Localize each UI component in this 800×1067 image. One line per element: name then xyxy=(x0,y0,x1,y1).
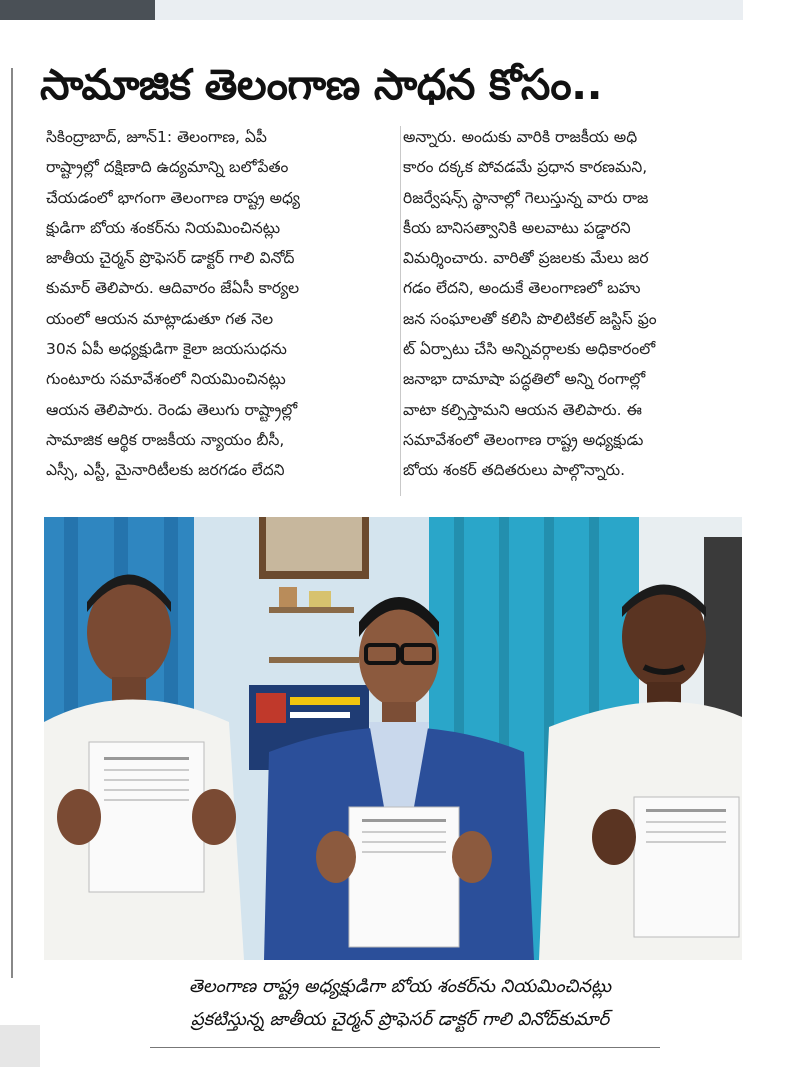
article-column-right xyxy=(403,122,748,506)
article-line: రాష్ట్రాల్లో దక్షిణాది ఉద్యమాన్ని బలోపేతం xyxy=(46,158,289,177)
article-line: జన సంఘాలతో కలిసి పొలిటికల్ జస్టిస్ ఫ్రం xyxy=(403,309,657,328)
article-line: విమర్శించారు. వారితో ప్రజలకు మేలు జర xyxy=(403,249,649,268)
top-bar-light xyxy=(155,0,743,20)
caption-line-2: ప్రకటిస్తున్న జాతీయ చైర్మన్ ప్రొఫెసర్ డాక్టర్ గాలి వినోద్‌కుమార్ xyxy=(190,1009,610,1030)
article-line: చేయడంలో భాగంగా తెలంగాణ రాష్ట్ర అధ్య xyxy=(46,188,300,207)
caption-underline xyxy=(150,1047,660,1048)
article-line: అన్నారు. అందుకు వారికి రాజకీయ అధి xyxy=(403,128,638,146)
left-margin-rule xyxy=(11,68,13,978)
caption-line-1: తెలంగాణ రాష్ట్ర అధ్యక్షుడిగా బోయ శంకర్‌ను నియమించినట్లు xyxy=(188,976,612,997)
article-line: 30న ఏపీ అధ్యక్షుడిగా కైలా జయసుధను xyxy=(46,340,287,359)
article-line: క్షుడిగా బోయ శంకర్‌ను నియమించినట్లు xyxy=(46,218,281,237)
news-photo-illustration xyxy=(44,517,742,960)
article-line: సామాజిక ఆర్థిక రాజకీయ న్యాయం బీసీ, xyxy=(46,430,285,449)
article-line: యంలో ఆయన మాట్లాడుతూ గత నెల xyxy=(46,309,274,328)
article-line: సమావేశంలో తెలంగాణ రాష్ట్ర అధ్యక్షుడు xyxy=(403,430,644,449)
article-line: కారం దక్కక పోవడమే ప్రధాన కారణమని, xyxy=(403,158,648,177)
headline: సామాజిక తెలంగాణ సాధన కోసం.. xyxy=(40,60,603,109)
article-line: రిజర్వేషన్స్ స్థానాల్లో గెలుస్తున్న వారు రాజ xyxy=(403,188,649,207)
corner-block xyxy=(0,1025,40,1067)
article-line: ఆయన తెలిపారు. రెండు తెలుగు రాష్ట్రాల్లో xyxy=(46,400,298,419)
article-line: ట్ ఏర్పాటు చేసి అన్నివర్గాలకు అధికారంలో xyxy=(403,340,656,359)
article-line: గుంటూరు సమావేశంలో నియమించినట్లు xyxy=(46,370,286,389)
article-line: జనాభా దామాషా పద్ధతిలో అన్ని రంగాల్లో xyxy=(403,370,646,389)
article-column-left xyxy=(46,122,396,506)
article-line: కుమార్ తెలిపారు. ఆదివారం జేఏసీ కార్యల xyxy=(46,279,300,298)
photo-caption xyxy=(60,970,740,1036)
top-bar-dark xyxy=(0,0,155,20)
column-divider xyxy=(400,126,401,496)
article-line: జాతీయ చైర్మన్ ప్రొఫెసర్ డాక్టర్ గాలి వినోద్ xyxy=(46,249,295,268)
article-line: సికింద్రాబాద్, జూన్1: తెలంగాణ, ఏపీ xyxy=(46,128,267,146)
article-line: కీయ బానిసత్వానికి అలవాటు పడ్డారని xyxy=(403,218,631,237)
article-line: ఎస్సీ, ఎస్టీ, మైనారిటీలకు జరగడం లేదని xyxy=(46,461,285,480)
news-photo xyxy=(44,517,742,960)
article-line: గడం లేదని, అందుకే తెలంగాణలో బహు xyxy=(403,279,641,298)
article-line: వాటా కల్పిస్తామని ఆయన తెలిపారు. ఈ xyxy=(403,400,642,419)
article-line: బోయ శంకర్ తదితరులు పాల్గొన్నారు. xyxy=(403,461,626,480)
